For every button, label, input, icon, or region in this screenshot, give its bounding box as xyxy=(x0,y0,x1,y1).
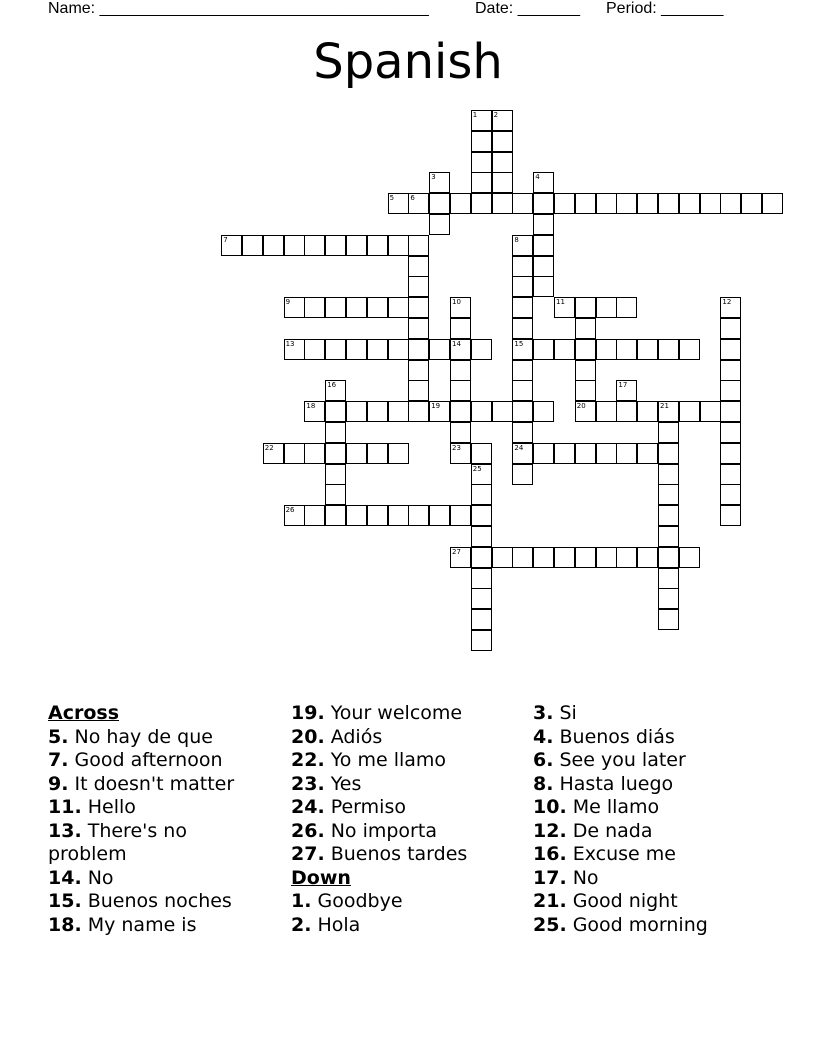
crossword-cell[interactable] xyxy=(700,401,721,422)
crossword-cell[interactable] xyxy=(575,193,596,214)
clue-number: 9. xyxy=(48,772,69,795)
crossword-cell[interactable] xyxy=(720,505,741,526)
crossword-cell[interactable] xyxy=(325,484,346,505)
clue-text: Buenos tardes xyxy=(324,843,468,865)
crossword-cell[interactable] xyxy=(637,401,658,422)
clue-item xyxy=(48,914,234,938)
clue-text: See you later xyxy=(553,749,686,771)
crossword-cell[interactable] xyxy=(471,547,492,568)
clue-item xyxy=(48,890,234,914)
crossword-cell[interactable] xyxy=(679,401,700,422)
clue-item xyxy=(291,702,467,726)
crossword-cell[interactable] xyxy=(616,443,637,464)
crossword-cell[interactable] xyxy=(658,588,679,609)
clue-item xyxy=(533,726,708,750)
clue-item xyxy=(291,890,467,914)
clue-item xyxy=(533,749,708,773)
crossword-cell[interactable] xyxy=(492,401,513,422)
cell-number: 12 xyxy=(722,298,732,307)
crossword-cell[interactable] xyxy=(346,401,367,422)
crossword-cell[interactable] xyxy=(325,505,346,526)
crossword-cell[interactable] xyxy=(429,339,450,360)
crossword-cell[interactable] xyxy=(658,526,679,547)
clue-number: 15. xyxy=(48,890,82,912)
clue-text: Excuse me xyxy=(566,843,676,865)
crossword-cell[interactable] xyxy=(679,193,700,214)
clue-item xyxy=(48,726,234,750)
cell-number: 22 xyxy=(264,443,274,452)
cell-number: 10 xyxy=(452,298,461,307)
crossword-cell[interactable] xyxy=(284,443,305,464)
cell-number: 26 xyxy=(285,506,295,515)
crossword-cell[interactable] xyxy=(512,297,533,318)
clue-item xyxy=(48,796,234,820)
crossword-cell[interactable] xyxy=(533,339,554,360)
cell-number: 17 xyxy=(618,381,628,390)
crossword-cell[interactable] xyxy=(700,193,721,214)
clue-text: Yes xyxy=(324,772,362,795)
crossword-cell[interactable] xyxy=(471,568,492,589)
clue-column-2 xyxy=(291,702,467,937)
cell-number: 6 xyxy=(410,194,415,203)
crossword-cell[interactable] xyxy=(408,505,429,526)
crossword-cell[interactable] xyxy=(388,297,409,318)
crossword-cell[interactable] xyxy=(596,193,617,214)
cell-number: 21 xyxy=(660,402,669,411)
crossword-cell[interactable] xyxy=(471,443,492,464)
cell-number: 18 xyxy=(306,402,316,411)
crossword-cell[interactable] xyxy=(367,297,388,318)
crossword-cell[interactable] xyxy=(512,401,533,422)
clue-number: 19. xyxy=(291,702,325,724)
cell-number: 25 xyxy=(472,464,482,473)
clue-item xyxy=(48,820,234,844)
crossword-cell[interactable] xyxy=(304,505,325,526)
clue-text: No xyxy=(81,866,114,889)
crossword-cell[interactable] xyxy=(325,464,346,485)
crossword-cell[interactable] xyxy=(720,193,741,214)
clue-text: De nada xyxy=(566,819,653,842)
crossword-cell[interactable] xyxy=(575,297,596,318)
crossword-cell[interactable] xyxy=(408,276,429,297)
cell-number: 16 xyxy=(327,381,337,390)
crossword-cell[interactable] xyxy=(408,318,429,339)
crossword-cell[interactable] xyxy=(512,464,533,485)
crossword-cell[interactable] xyxy=(492,152,513,173)
cell-number: 27 xyxy=(452,547,461,556)
crossword-cell[interactable] xyxy=(658,505,679,526)
clue-text: Yo me llamo xyxy=(324,749,447,771)
crossword-cell[interactable] xyxy=(554,443,575,464)
crossword-cell[interactable] xyxy=(575,360,596,381)
clue-number: 1. xyxy=(291,890,312,912)
clue-text: Good morning xyxy=(566,913,708,936)
crossword-cell[interactable] xyxy=(325,401,346,422)
cell-number: 5 xyxy=(389,194,395,203)
clue-number: 14. xyxy=(48,866,82,889)
clue-number: 10. xyxy=(533,796,567,818)
clue-text: No importa xyxy=(324,819,437,842)
crossword-cell[interactable] xyxy=(596,401,617,422)
crossword-cell[interactable] xyxy=(637,339,658,360)
clue-text: Adiós xyxy=(324,725,383,748)
crossword-cell[interactable] xyxy=(450,193,471,214)
crossword-cell[interactable] xyxy=(471,152,492,173)
crossword-cell[interactable] xyxy=(408,380,429,401)
clue-number: 5. xyxy=(48,725,69,748)
clue-text: Buenos noches xyxy=(81,890,232,912)
crossword-cell[interactable] xyxy=(408,360,429,381)
crossword-cell[interactable] xyxy=(637,193,658,214)
crossword-cell[interactable] xyxy=(408,256,429,277)
crossword-cell[interactable] xyxy=(429,214,450,235)
crossword-cell[interactable] xyxy=(471,630,492,651)
crossword-cell[interactable] xyxy=(533,235,554,256)
crossword-cell[interactable] xyxy=(408,401,429,422)
clue-column-1 xyxy=(48,702,234,937)
clue-item xyxy=(533,796,708,820)
crossword-cell[interactable] xyxy=(367,505,388,526)
crossword-cell[interactable] xyxy=(741,193,762,214)
crossword-cell[interactable] xyxy=(596,547,617,568)
crossword-cell[interactable] xyxy=(637,443,658,464)
crossword-cell[interactable] xyxy=(575,339,596,360)
crossword-cell[interactable] xyxy=(575,547,596,568)
crossword-cell[interactable] xyxy=(367,443,388,464)
crossword-cell[interactable] xyxy=(325,443,346,464)
crossword-cell[interactable] xyxy=(720,380,741,401)
crossword-cell[interactable] xyxy=(471,526,492,547)
cell-number: 2 xyxy=(493,111,499,119)
cell-number: 8 xyxy=(514,235,519,244)
clue-number: 27. xyxy=(291,843,325,865)
crossword-cell[interactable] xyxy=(512,380,533,401)
clue-number: 20. xyxy=(291,725,325,748)
clue-item xyxy=(533,914,708,938)
crossword-cell[interactable] xyxy=(450,422,471,443)
crossword-cell[interactable] xyxy=(242,235,263,256)
clue-item xyxy=(291,726,467,750)
crossword-cell[interactable] xyxy=(533,443,554,464)
crossword-cell[interactable] xyxy=(325,339,346,360)
crossword-cell[interactable] xyxy=(471,609,492,630)
crossword-cell[interactable] xyxy=(471,172,492,193)
cell-number: 19 xyxy=(431,402,441,411)
cell-number: 20 xyxy=(576,402,586,411)
crossword-cell[interactable] xyxy=(325,297,346,318)
crossword-cell[interactable] xyxy=(658,193,679,214)
crossword-cell[interactable] xyxy=(471,588,492,609)
crossword-cell[interactable] xyxy=(388,235,409,256)
period-field[interactable]: Period: _______ xyxy=(606,0,724,17)
clue-item xyxy=(533,773,708,797)
crossword-cell[interactable] xyxy=(533,276,554,297)
crossword-cell[interactable] xyxy=(720,484,741,505)
crossword-cell[interactable] xyxy=(720,401,741,422)
clue-number: 3. xyxy=(533,702,554,724)
crossword-cell[interactable] xyxy=(450,360,471,381)
crossword-cell[interactable] xyxy=(679,339,700,360)
crossword-cell[interactable] xyxy=(471,131,492,152)
clue-text: Good afternoon xyxy=(68,749,223,771)
clue-item xyxy=(48,867,234,891)
crossword-cell[interactable] xyxy=(616,193,637,214)
clue-number: 12. xyxy=(533,819,567,842)
clue-item xyxy=(291,773,467,797)
clue-text: Hola xyxy=(311,913,361,936)
cell-number: 23 xyxy=(452,443,461,452)
clue-number: 21. xyxy=(533,890,567,912)
clue-column-3 xyxy=(533,702,708,937)
cell-number: 14 xyxy=(452,339,461,348)
crossword-cell[interactable] xyxy=(492,172,513,193)
crossword-cell[interactable] xyxy=(304,235,325,256)
crossword-cell[interactable] xyxy=(388,401,409,422)
cell-number: 3 xyxy=(431,173,436,182)
clue-item xyxy=(291,914,467,938)
clue-item xyxy=(48,773,234,797)
crossword-cell[interactable] xyxy=(679,547,700,568)
crossword-cell[interactable] xyxy=(720,464,741,485)
clue-number: 11. xyxy=(48,796,82,818)
crossword-cell[interactable] xyxy=(367,401,388,422)
crossword-cell[interactable] xyxy=(429,193,450,214)
clue-text: Hasta luego xyxy=(553,772,674,795)
crossword-cell[interactable] xyxy=(471,401,492,422)
crossword-cell[interactable] xyxy=(720,443,741,464)
crossword-cell[interactable] xyxy=(658,547,679,568)
crossword-cell[interactable] xyxy=(304,443,325,464)
crossword-cell[interactable] xyxy=(658,464,679,485)
clue-number: 6. xyxy=(533,749,554,771)
crossword-cell[interactable] xyxy=(512,422,533,443)
crossword-cell[interactable] xyxy=(304,339,325,360)
clue-text: Goodbye xyxy=(311,890,403,912)
crossword-cell[interactable] xyxy=(533,193,554,214)
clue-heading: Down xyxy=(291,866,351,889)
crossword-cell[interactable] xyxy=(346,443,367,464)
crossword-cell[interactable] xyxy=(408,339,429,360)
clue-text: Me llamo xyxy=(566,796,660,818)
crossword-cell[interactable] xyxy=(616,339,637,360)
clue-text: There's no xyxy=(81,819,187,842)
cell-number: 11 xyxy=(556,298,565,307)
crossword-cell[interactable] xyxy=(658,609,679,630)
cell-number: 13 xyxy=(285,339,295,348)
page-title: Spanish xyxy=(313,34,503,90)
clue-text: No hay de que xyxy=(68,725,213,748)
crossword-cell[interactable] xyxy=(450,380,471,401)
crossword-cell[interactable] xyxy=(596,297,617,318)
clue-item xyxy=(533,890,708,914)
clue-item xyxy=(533,867,708,891)
crossword-cell[interactable] xyxy=(471,193,492,214)
crossword-cell[interactable] xyxy=(492,131,513,152)
crossword-cell[interactable] xyxy=(554,547,575,568)
clue-text: It doesn't matter xyxy=(68,772,235,795)
clue-number: 13. xyxy=(48,819,82,842)
cell-number: 24 xyxy=(514,443,524,452)
crossword-cell[interactable] xyxy=(575,443,596,464)
crossword-cell[interactable] xyxy=(762,193,783,214)
crossword-cell[interactable] xyxy=(533,401,554,422)
crossword-cell[interactable] xyxy=(533,547,554,568)
crossword-cell[interactable] xyxy=(471,505,492,526)
crossword-cell[interactable] xyxy=(554,193,575,214)
clue-number: 22. xyxy=(291,749,325,771)
crossword-cell[interactable] xyxy=(616,401,637,422)
clue-item xyxy=(48,749,234,773)
cell-number: 15 xyxy=(514,339,524,348)
crossword-cell[interactable] xyxy=(575,380,596,401)
crossword-cell[interactable] xyxy=(575,318,596,339)
crossword-cell[interactable] xyxy=(492,547,513,568)
crossword-cell[interactable] xyxy=(408,297,429,318)
clue-number: 24. xyxy=(291,796,325,818)
crossword-cell[interactable] xyxy=(596,443,617,464)
clue-text: No xyxy=(566,866,599,889)
crossword-cell[interactable] xyxy=(512,193,533,214)
cell-number: 7 xyxy=(223,235,228,244)
cell-number: 4 xyxy=(535,173,540,182)
crossword-cell[interactable] xyxy=(637,547,658,568)
clue-text: My name is xyxy=(81,913,197,936)
clue-text: Your welcome xyxy=(324,702,463,724)
crossword-cell[interactable] xyxy=(658,484,679,505)
clue-text: Good night xyxy=(566,890,678,912)
crossword-cell[interactable] xyxy=(346,339,367,360)
crossword-cell[interactable] xyxy=(325,422,346,443)
crossword-cell[interactable] xyxy=(512,547,533,568)
clue-number: 16. xyxy=(533,843,567,865)
clue-number: 25. xyxy=(533,913,567,936)
crossword-cell[interactable] xyxy=(429,505,450,526)
crossword-cell[interactable] xyxy=(616,297,637,318)
crossword-cell[interactable] xyxy=(658,443,679,464)
crossword-cell[interactable] xyxy=(388,339,409,360)
crossword-cell[interactable] xyxy=(720,318,741,339)
cell-number: 9 xyxy=(285,298,291,307)
crossword-cell[interactable] xyxy=(346,297,367,318)
crossword-cell[interactable] xyxy=(325,235,346,256)
crossword-cell[interactable] xyxy=(450,401,471,422)
date-field[interactable]: Date: _______ xyxy=(475,0,580,17)
crossword-cell[interactable] xyxy=(450,505,471,526)
crossword-cell[interactable] xyxy=(492,193,513,214)
crossword-cell[interactable] xyxy=(658,339,679,360)
crossword-cell[interactable] xyxy=(512,360,533,381)
clue-heading: Across xyxy=(48,702,120,724)
crossword-cell[interactable] xyxy=(388,443,409,464)
crossword-cell[interactable] xyxy=(408,235,429,256)
crossword-cell[interactable] xyxy=(658,422,679,443)
clue-continuation: problem xyxy=(48,843,127,865)
crossword-cell[interactable] xyxy=(450,318,471,339)
clue-number: 7. xyxy=(48,749,69,771)
crossword-cell[interactable] xyxy=(720,339,741,360)
crossword-cell[interactable] xyxy=(720,360,741,381)
clue-number: 18. xyxy=(48,913,82,936)
crossword-cell[interactable] xyxy=(512,276,533,297)
clue-text: Si xyxy=(553,702,577,724)
name-field[interactable]: Name: _____________________________________ xyxy=(48,0,429,17)
clue-text: Permiso xyxy=(324,796,406,818)
clue-text: Hello xyxy=(81,796,136,818)
crossword-cell[interactable] xyxy=(304,297,325,318)
clue-item xyxy=(291,843,467,867)
clue-number: 8. xyxy=(533,772,554,795)
crossword-cell[interactable] xyxy=(616,547,637,568)
clue-number: 4. xyxy=(533,725,554,748)
crossword-cell[interactable] xyxy=(263,235,284,256)
crossword-cell[interactable] xyxy=(658,568,679,589)
crossword-cell[interactable] xyxy=(346,235,367,256)
clue-text: Buenos diás xyxy=(553,725,675,748)
clue-item xyxy=(533,702,708,726)
cell-number: 1 xyxy=(472,111,478,119)
crossword-cell[interactable] xyxy=(346,505,367,526)
clue-number: 2. xyxy=(291,913,312,936)
crossword-cell[interactable] xyxy=(471,339,492,360)
clue-number: 26. xyxy=(291,819,325,842)
crossword-cell[interactable] xyxy=(471,484,492,505)
clue-number: 17. xyxy=(533,866,567,889)
crossword-cell[interactable] xyxy=(367,339,388,360)
clue-number: 23. xyxy=(291,772,325,795)
clue-item xyxy=(533,820,708,844)
crossword-cell[interactable] xyxy=(720,422,741,443)
crossword-cell[interactable] xyxy=(596,339,617,360)
crossword-cell[interactable] xyxy=(388,505,409,526)
crossword-cell[interactable] xyxy=(512,318,533,339)
crossword-cell[interactable] xyxy=(367,235,388,256)
crossword-cell[interactable] xyxy=(533,214,554,235)
crossword-cell[interactable] xyxy=(533,256,554,277)
crossword-cell[interactable] xyxy=(512,256,533,277)
crossword-cell[interactable] xyxy=(554,339,575,360)
clue-item xyxy=(291,749,467,773)
clue-item xyxy=(291,820,467,844)
clue-item xyxy=(533,843,708,867)
crossword-cell[interactable] xyxy=(284,235,305,256)
clue-item xyxy=(291,796,467,820)
